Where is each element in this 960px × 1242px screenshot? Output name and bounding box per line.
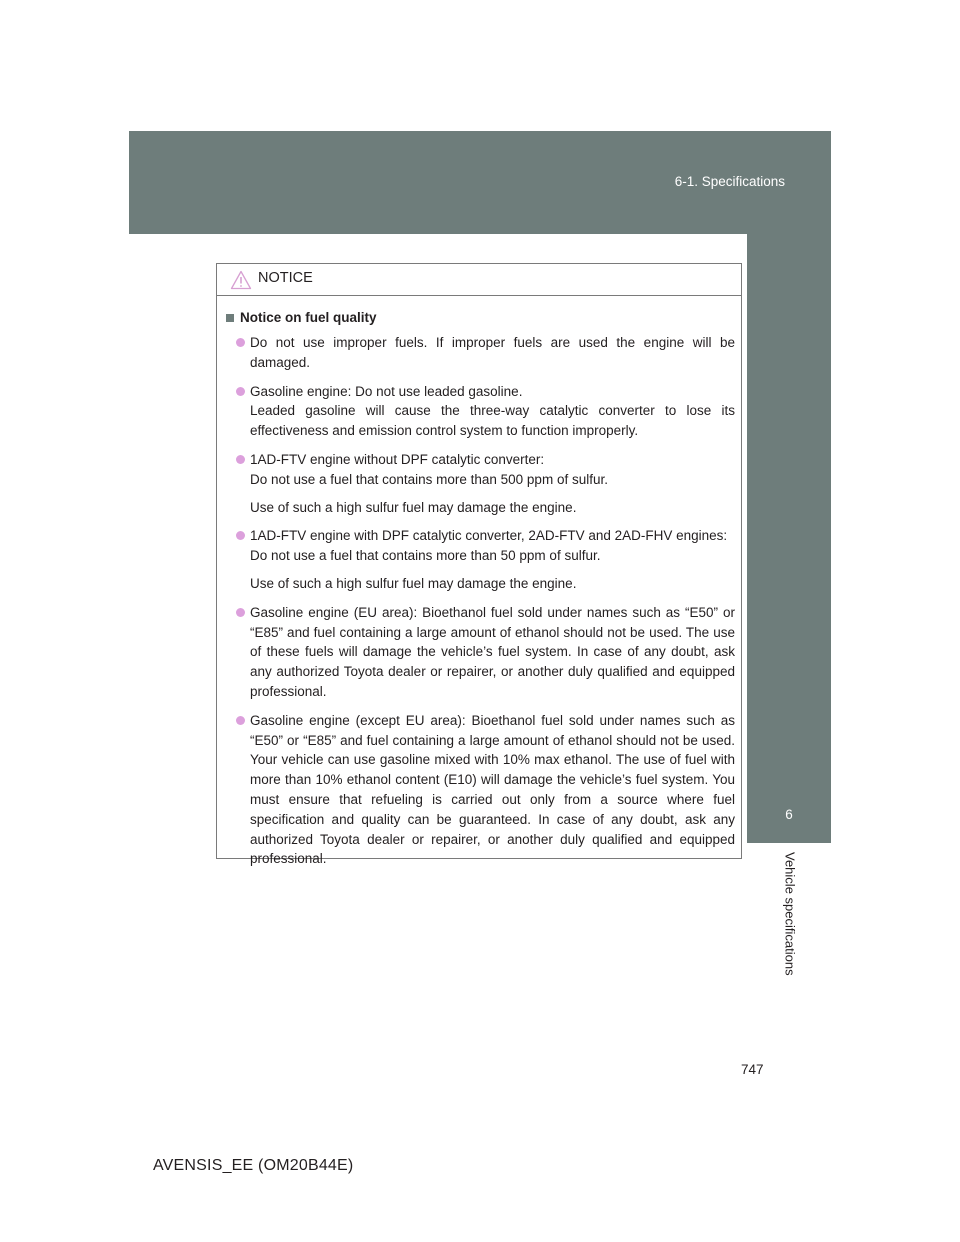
- round-bullet-icon: [236, 531, 245, 540]
- list-item: [225, 526, 735, 593]
- notice-header: [217, 264, 741, 296]
- section-title: 6-1. Specifications: [674, 174, 785, 189]
- chapter-number: 6: [785, 807, 793, 822]
- round-bullet-icon: [236, 716, 245, 725]
- list-item: [225, 711, 735, 869]
- footer-code: AVENSIS_EE (OM20B44E): [153, 1157, 354, 1174]
- subheading-text: Notice on fuel quality: [240, 310, 377, 325]
- round-bullet-icon: [236, 338, 245, 347]
- header-band: [129, 131, 831, 234]
- chapter-tab: [747, 234, 831, 843]
- chapter-label: [772, 843, 808, 985]
- item-paragraph: 1AD-FTV engine with DPF catalytic converter, 2AD-FTV and 2AD-FHV engines:: [250, 528, 728, 544]
- notice-list: [225, 333, 735, 869]
- item-paragraph: Use of such a high sulfur fuel may damage the engine.: [250, 499, 577, 515]
- item-paragraph: Do not use a fuel that contains more than 50 ppm of sulfur.: [250, 548, 601, 564]
- list-item: [225, 450, 735, 517]
- round-bullet-icon: [236, 608, 245, 617]
- chapter-label-text: Vehicle specifications: [782, 852, 798, 976]
- notice-title: NOTICE: [258, 270, 313, 286]
- warning-triangle-icon: [230, 270, 252, 295]
- list-item: [225, 603, 735, 702]
- list-item: [225, 382, 735, 441]
- item-paragraph: Use of such a high sulfur fuel may damage the engine.: [250, 575, 577, 591]
- notice-body: [217, 296, 741, 869]
- item-paragraph: Leaded gasoline will cause the three-way catalytic converter to lose its effectiveness and emission control system to function improperly.: [250, 403, 735, 439]
- item-paragraph: Do not use improper fuels. If improper fuels are used the engine will be damaged.: [250, 335, 735, 370]
- item-paragraph: Gasoline engine (EU area): Bioethanol fuel sold under names such as “E50” or “E85” and fuel containing a large amount of ethanol should not be used. The use of these fuels will damage the vehicle’s fuel system. In case of any doubt, ask any authorized Toyota dealer or repairer, or another duly qualified and equipped professional.: [250, 604, 735, 699]
- item-paragraph: Do not use a fuel that contains more than 500 ppm of sulfur.: [250, 471, 608, 487]
- page-number: 747: [741, 1062, 764, 1077]
- notice-subheading: [225, 310, 735, 325]
- square-bullet-icon: [226, 314, 234, 322]
- notice-box: [216, 263, 742, 867]
- list-item: [225, 333, 735, 373]
- round-bullet-icon: [236, 455, 245, 464]
- item-paragraph: Gasoline engine (except EU area): Bioethanol fuel sold under names such as “E50” or “E85” and fuel containing a large amount of ethanol should not be used. Your vehicle can use gasoline mixed with 10% max ethanol. The use of fuel with more than 10% ethanol content (E10) will damage the vehicle’s fuel system. You must ensure that refueling is carried out only from a source where fuel specification and quality can be guaranteed. In case of any doubt, ask any authorized Toyota dealer or repairer, or another duly qualified and equipped professional.: [250, 712, 735, 867]
- round-bullet-icon: [236, 387, 245, 396]
- item-paragraph: Gasoline engine: Do not use leaded gasoline.: [250, 383, 523, 399]
- item-paragraph: 1AD-FTV engine without DPF catalytic converter:: [250, 451, 545, 467]
